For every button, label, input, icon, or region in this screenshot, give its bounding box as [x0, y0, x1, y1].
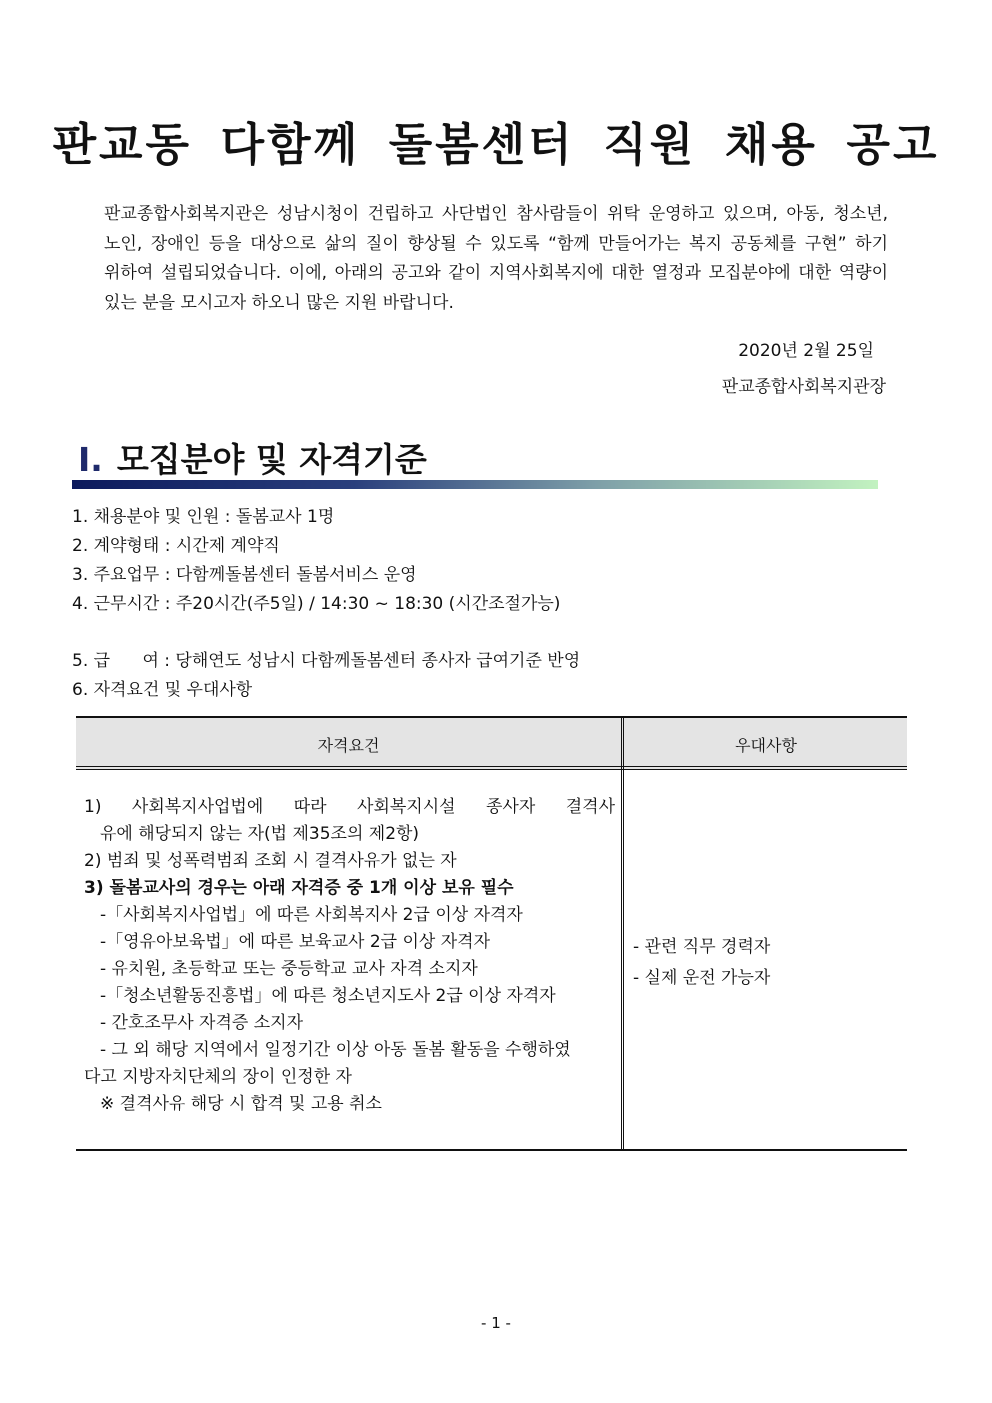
requirement-line: 유에 해당되지 않는 자(법 제35조의 제2항) [100, 824, 420, 844]
requirement-line: 1) 사회복지사업법에 따라 사회복지시설 종사자 결격사 [84, 797, 615, 817]
requirements-cell [84, 794, 615, 1118]
requirement-note: ※ 결격사유 해당 시 합격 및 고용 취소 [100, 1094, 382, 1114]
intro-paragraph: 판교종합사회복지관은 성남시청이 건립하고 사단법인 참사람들이 위탁 운영하고 있으며, 아동, 청소년, 노인, 장애인 등을 대상으로 삶의 질이 향상될 수 있도록 “함께 만들어가는 복지 공동체를 구현” 하기 위하여 설립되었습니다. 이에, 아래의 공고와 같이 지역사회복지에 대한 열정과 모집분야에 대한 역량이 있는 분을 모시고자 하오니 많은 지원 바랍니다. [104, 204, 888, 313]
section-number: Ⅰ. [78, 440, 103, 479]
spacer [72, 619, 580, 647]
item-salary: 5. 급 여 : 당해연도 성남시 다함께돌봄센터 종사자 급여기준 반영 [72, 651, 581, 671]
column-divider [621, 718, 624, 1149]
requirement-line: - 간호조무사 자격증 소지자 [100, 1013, 303, 1033]
announcement-date: 2020년 2월 25일 [738, 341, 874, 361]
requirement-line: - 유치원, 초등학교 또는 중등학교 교사 자격 소지자 [100, 959, 478, 979]
issuer-name: 판교종합사회복지관장 [721, 377, 886, 397]
preference-line: - 관련 직무 경력자 [633, 937, 771, 957]
requirement-line: - 그 외 해당 지역에서 일정기간 이상 아동 돌봄 활동을 수행하였 [100, 1040, 571, 1060]
recruitment-items [72, 503, 580, 705]
requirement-line: 다고 지방자치단체의 장이 인정한 자 [84, 1067, 352, 1087]
item-contract-type: 2. 계약형태 : 시간제 계약직 [72, 536, 280, 556]
page-number: - 1 - [481, 1314, 511, 1332]
qualification-table [76, 716, 907, 1151]
section-heading [78, 434, 427, 481]
document-title: 판교동 다함께 돌봄센터 직원 채용 공고 [52, 118, 940, 171]
requirement-line: -「사회복지사업법」에 따른 사회복지사 2급 이상 자격자 [100, 905, 523, 925]
item-positions: 1. 채용분야 및 인원 : 돌봄교사 1명 [72, 507, 335, 527]
section-divider-bar [72, 480, 878, 489]
item-working-hours: 4. 근무시간 : 주20시간(주5일) / 14:30 ~ 18:30 (시간조절가능) [72, 594, 561, 614]
header-requirements: 자격요건 [317, 736, 380, 755]
requirement-line: 2) 범죄 및 성폭력범죄 조회 시 결격사유가 없는 자 [84, 851, 457, 871]
section-title: 모집분야 및 자격기준 [116, 440, 427, 479]
requirement-line: -「영유아보육법」에 따른 보육교사 2급 이상 자격자 [100, 932, 490, 952]
requirement-line: -「청소년활동진흥법」에 따른 청소년지도사 2급 이상 자격자 [100, 986, 556, 1006]
item-main-duties: 3. 주요업무 : 다함께돌봄센터 돌봄서비스 운영 [72, 565, 417, 585]
item-qualifications: 6. 자격요건 및 우대사항 [72, 680, 253, 700]
requirement-line-emphasis: 3) 돌봄교사의 경우는 아래 자격증 중 1개 이상 보유 필수 [84, 878, 514, 898]
preferences-cell [633, 932, 770, 994]
preference-line: - 실제 운전 가능자 [633, 968, 771, 988]
header-preferences: 우대사항 [735, 736, 797, 755]
